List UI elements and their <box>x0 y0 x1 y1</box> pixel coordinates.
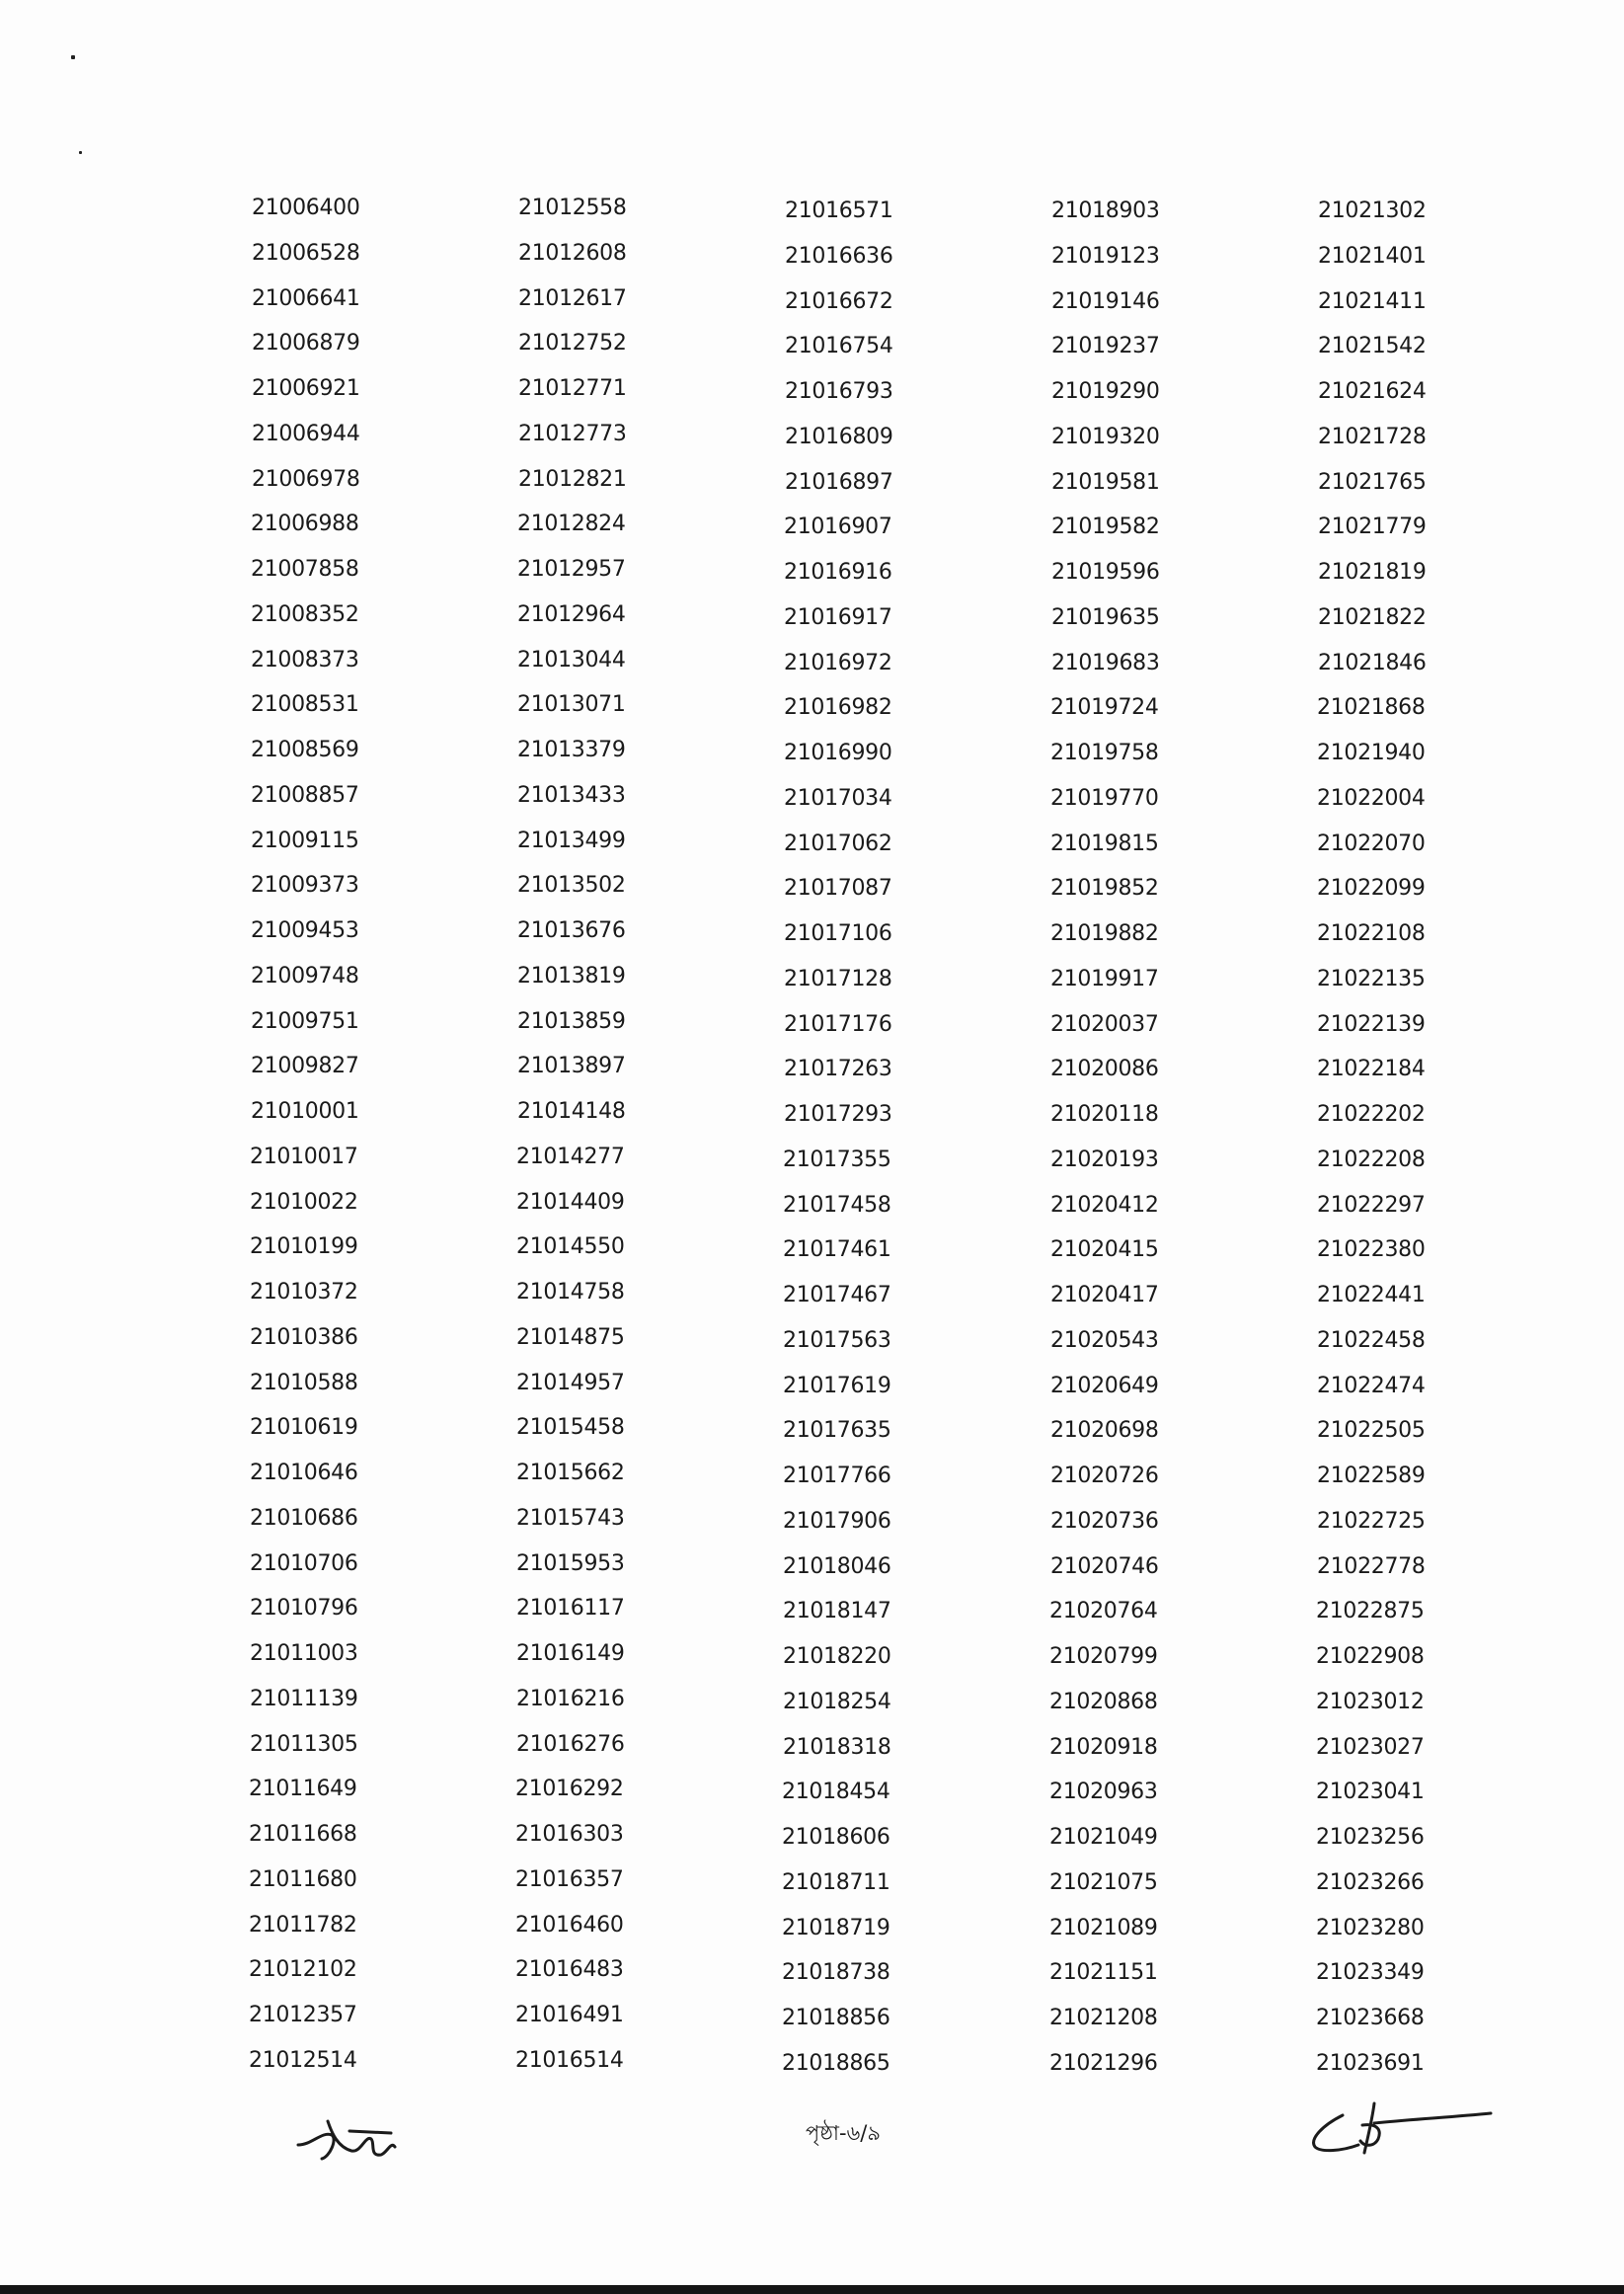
roll-number-cell: 21016216 <box>516 1687 625 1711</box>
roll-number-cell: 21006400 <box>252 196 360 220</box>
roll-number-cell: 21010796 <box>250 1596 358 1621</box>
roll-number-cell: 21016303 <box>515 1822 624 1847</box>
roll-number-cell: 21018903 <box>1051 198 1160 223</box>
roll-number-cell: 21016483 <box>515 1957 624 1982</box>
roll-number-cell: 21023041 <box>1316 1780 1425 1804</box>
roll-number-cell: 21018220 <box>783 1644 891 1669</box>
roll-number-cell: 21009748 <box>251 964 359 989</box>
roll-number-cell: 21014758 <box>516 1280 625 1305</box>
table-row <box>0 1323 1624 1369</box>
roll-number-cell: 21022875 <box>1316 1599 1425 1623</box>
roll-number-cell: 21022202 <box>1317 1102 1426 1127</box>
roll-number-cell: 21016793 <box>785 379 893 404</box>
roll-number-cell: 21012752 <box>518 331 627 356</box>
roll-number-cell: 21021296 <box>1049 2051 1158 2076</box>
roll-number-cell: 21006641 <box>252 286 360 311</box>
roll-number-cell: 21020649 <box>1050 1374 1159 1398</box>
roll-number-cell: 21006528 <box>252 241 360 266</box>
table-row <box>0 1278 1624 1323</box>
roll-number-cell: 21022135 <box>1317 967 1426 991</box>
roll-number-cell: 21020412 <box>1050 1193 1159 1218</box>
roll-number-cell: 21018865 <box>782 2051 890 2076</box>
roll-number-cell: 21016972 <box>784 651 892 675</box>
roll-number-cell: 21020417 <box>1050 1283 1159 1307</box>
table-row <box>0 1639 1624 1685</box>
roll-number-cell: 21020963 <box>1049 1780 1158 1804</box>
roll-number-cell: 21019123 <box>1051 244 1160 269</box>
roll-number-cell: 21014409 <box>516 1190 625 1215</box>
roll-number-cell: 21007858 <box>251 557 359 582</box>
roll-number-cell: 21011305 <box>250 1732 358 1757</box>
table-row <box>0 1143 1624 1188</box>
roll-number-cell: 21020746 <box>1050 1554 1159 1579</box>
table-row <box>0 827 1624 872</box>
roll-number-cell: 21006921 <box>252 376 360 401</box>
roll-number-cell: 21010706 <box>250 1551 358 1576</box>
roll-number-cell: 21008352 <box>251 602 359 627</box>
roll-number-cell: 21017062 <box>784 831 892 856</box>
roll-number-cell: 21012617 <box>518 286 627 311</box>
roll-number-cell: 21022458 <box>1317 1328 1426 1353</box>
table-row <box>0 1955 1624 2001</box>
roll-number-cell: 21013071 <box>517 692 626 717</box>
table-row <box>0 1413 1624 1459</box>
roll-number-cell: 21021542 <box>1318 334 1427 358</box>
roll-number-cell: 21023266 <box>1316 1870 1425 1895</box>
roll-number-cell: 21008569 <box>251 738 359 762</box>
roll-number-cell: 21021819 <box>1318 560 1427 585</box>
roll-number-cell: 21016990 <box>784 741 892 765</box>
roll-number-cell: 21014957 <box>516 1371 625 1395</box>
roll-number-cell: 21014277 <box>516 1145 625 1169</box>
roll-number-cell: 21016276 <box>516 1732 625 1757</box>
roll-number-cell: 21023349 <box>1316 1960 1425 1985</box>
roll-number-cell: 21016292 <box>515 1777 624 1801</box>
table-row <box>0 1865 1624 1911</box>
roll-number-cell: 21023012 <box>1316 1690 1425 1714</box>
roll-number-cell: 21012357 <box>249 2003 357 2027</box>
roll-number-cell: 21017467 <box>783 1283 891 1307</box>
roll-number-cell: 21006879 <box>252 331 360 356</box>
page-footer <box>0 2094 1624 2202</box>
roll-number-cell: 21017263 <box>784 1057 892 1081</box>
right-signature <box>1303 2096 1501 2165</box>
table-row <box>0 646 1624 691</box>
table-row <box>0 2046 1624 2092</box>
roll-number-cell: 21016149 <box>516 1641 625 1666</box>
roll-number-cell: 21014875 <box>516 1325 625 1350</box>
roll-number-cell: 21022474 <box>1317 1374 1426 1398</box>
roll-number-cell: 21021208 <box>1049 2006 1158 2030</box>
roll-number-cell: 21013502 <box>517 873 626 898</box>
roll-number-cell: 21009751 <box>251 1009 359 1034</box>
roll-number-cell: 21022297 <box>1317 1193 1426 1218</box>
roll-number-cell: 21020918 <box>1049 1735 1158 1760</box>
table-row <box>0 1459 1624 1504</box>
roll-number-cell: 21018046 <box>783 1554 891 1579</box>
table-row <box>0 962 1624 1007</box>
roll-number-cell: 21016917 <box>784 605 892 630</box>
roll-number-cell: 21018719 <box>782 1916 890 1940</box>
roll-number-cell: 21015458 <box>516 1415 625 1440</box>
roll-number-cell: 21012514 <box>249 2048 357 2073</box>
roll-number-cell: 21019758 <box>1050 741 1159 765</box>
roll-number-cell: 21019882 <box>1050 921 1159 946</box>
roll-number-cell: 21009373 <box>251 873 359 898</box>
roll-number-cell: 21023668 <box>1316 2006 1425 2030</box>
table-row <box>0 600 1624 646</box>
roll-number-cell: 21020415 <box>1050 1237 1159 1262</box>
roll-number-cell: 21021624 <box>1318 379 1427 404</box>
roll-number-cell: 21008531 <box>251 692 359 717</box>
roll-number-cell: 21020726 <box>1050 1463 1159 1488</box>
roll-number-cell: 21012608 <box>518 241 627 266</box>
roll-number-cell: 21010022 <box>250 1190 358 1215</box>
roll-number-cell: 21021075 <box>1049 1870 1158 1895</box>
roll-number-cell: 21022908 <box>1316 1644 1425 1669</box>
roll-number-cell: 21016117 <box>516 1596 625 1621</box>
roll-number-cell: 21010001 <box>251 1099 359 1124</box>
roll-number-cell: 21019635 <box>1051 605 1160 630</box>
roll-number-cell: 21019237 <box>1051 334 1160 358</box>
roll-number-cell: 21019290 <box>1051 379 1160 404</box>
roll-number-cell: 21015662 <box>516 1461 625 1485</box>
roll-number-cell: 21012964 <box>517 602 626 627</box>
roll-number-cell: 21018606 <box>782 1825 890 1850</box>
roll-number-cell: 21021728 <box>1318 425 1427 449</box>
roll-number-cell: 21022778 <box>1317 1554 1426 1579</box>
roll-number-cell: 21016809 <box>785 425 893 449</box>
roll-number-cell: 21022441 <box>1317 1283 1426 1307</box>
roll-number-cell: 21016491 <box>515 2003 624 2027</box>
roll-number-cell: 21017766 <box>783 1463 891 1488</box>
roll-number-cell: 21022184 <box>1317 1057 1426 1081</box>
roll-number-cell: 21020118 <box>1050 1102 1159 1127</box>
roll-number-cell: 21017461 <box>783 1237 891 1262</box>
table-row <box>0 1730 1624 1776</box>
roll-number-cell: 21016897 <box>785 470 893 495</box>
roll-number-cell: 21022070 <box>1317 831 1426 856</box>
table-row <box>0 1188 1624 1233</box>
roll-number-cell: 21018318 <box>783 1735 891 1760</box>
table-row <box>0 194 1624 239</box>
table-row <box>0 1504 1624 1549</box>
roll-number-cell: 21020543 <box>1050 1328 1159 1353</box>
roll-number-cell: 21023027 <box>1316 1735 1425 1760</box>
roll-number-cell: 21010619 <box>250 1415 358 1440</box>
roll-number-cell: 21012102 <box>249 1957 357 1982</box>
roll-number-cell: 21022589 <box>1317 1463 1426 1488</box>
table-row <box>0 555 1624 600</box>
roll-number-cell: 21021401 <box>1318 244 1427 269</box>
roll-number-cell: 21014550 <box>516 1234 625 1259</box>
roll-number-cell: 21016357 <box>515 1867 624 1892</box>
roll-number-cell: 21020799 <box>1049 1644 1158 1669</box>
roll-number-cell: 21010686 <box>250 1506 358 1531</box>
roll-number-cell: 21020037 <box>1050 1012 1159 1037</box>
roll-number-cell: 21019582 <box>1051 514 1160 539</box>
table-row <box>0 781 1624 827</box>
roll-number-cell: 21020193 <box>1050 1147 1159 1172</box>
roll-number-cell: 21017176 <box>784 1012 892 1037</box>
roll-number-cell: 21015743 <box>516 1506 625 1531</box>
roll-number-cell: 21022505 <box>1317 1418 1426 1443</box>
roll-number-cell: 21006944 <box>252 422 360 446</box>
roll-number-cell: 21017563 <box>783 1328 891 1353</box>
roll-number-cell: 21019770 <box>1050 786 1159 811</box>
roll-number-cell: 21022380 <box>1317 1237 1426 1262</box>
table-row <box>0 1911 1624 1956</box>
roll-number-cell: 21011668 <box>249 1822 357 1847</box>
roll-number-cell: 21023280 <box>1316 1916 1425 1940</box>
roll-number-cell: 21010017 <box>250 1145 358 1169</box>
scan-speck <box>79 151 82 154</box>
roll-number-cell: 21016982 <box>784 695 892 720</box>
roll-number-cell: 21011782 <box>249 1913 357 1938</box>
roll-number-cell: 21013897 <box>517 1054 626 1078</box>
roll-number-cell: 21009453 <box>251 918 359 943</box>
roll-number-cell: 21012821 <box>518 467 627 492</box>
roll-number-cell: 21010386 <box>250 1325 358 1350</box>
roll-number-cell: 21022139 <box>1317 1012 1426 1037</box>
roll-number-cell: 21010588 <box>250 1371 358 1395</box>
roll-number-cell: 21013433 <box>517 783 626 808</box>
roll-number-cell: 21011139 <box>250 1687 358 1711</box>
roll-number-cell: 21019683 <box>1051 651 1160 675</box>
roll-number-cell: 21016672 <box>785 289 893 314</box>
roll-number-cell: 21017034 <box>784 786 892 811</box>
roll-number-cell: 21009115 <box>251 829 359 853</box>
roll-number-cell: 21021940 <box>1317 741 1426 765</box>
table-row <box>0 1052 1624 1097</box>
table-row <box>0 420 1624 465</box>
table-row <box>0 1685 1624 1730</box>
table-row <box>0 1232 1624 1278</box>
roll-number-cell: 21021846 <box>1318 651 1427 675</box>
roll-number-cell: 21021765 <box>1318 470 1427 495</box>
table-row <box>0 1775 1624 1820</box>
roll-number-cell: 21022725 <box>1317 1509 1426 1534</box>
roll-number-cell: 21016636 <box>785 244 893 269</box>
roll-number-cell: 21016916 <box>784 560 892 585</box>
roll-number-cell: 21011680 <box>249 1867 357 1892</box>
roll-number-cell: 21019852 <box>1050 876 1159 901</box>
table-row <box>0 374 1624 420</box>
roll-number-cell: 21022208 <box>1317 1147 1426 1172</box>
roll-number-cell: 21019917 <box>1050 967 1159 991</box>
roll-number-cell: 21008373 <box>251 648 359 672</box>
roll-number-cell: 21017355 <box>783 1147 891 1172</box>
roll-number-cell: 21013044 <box>517 648 626 672</box>
roll-number-cell: 21011003 <box>250 1641 358 1666</box>
roll-number-cell: 21017458 <box>783 1193 891 1218</box>
roll-number-cell: 21020698 <box>1050 1418 1159 1443</box>
roll-number-cell: 21013676 <box>517 918 626 943</box>
roll-number-cell: 21015953 <box>516 1551 625 1576</box>
scan-speck <box>71 55 75 59</box>
roll-number-cell: 21021151 <box>1049 1960 1158 1985</box>
page-number: পৃষ্ঠা-৬/৯ <box>806 2121 881 2145</box>
roll-number-cell: 21013859 <box>517 1009 626 1034</box>
roll-number-cell: 21017106 <box>784 921 892 946</box>
roll-number-cell: 21006978 <box>252 467 360 492</box>
roll-number-cell: 21021779 <box>1318 514 1427 539</box>
scan-edge <box>0 2285 1624 2294</box>
roll-number-cell: 21019581 <box>1051 470 1160 495</box>
table-row <box>0 871 1624 916</box>
roll-number-cell: 21013499 <box>517 829 626 853</box>
roll-number-cell: 21012824 <box>517 512 626 536</box>
roll-number-cell: 21017619 <box>783 1374 891 1398</box>
roll-number-cell: 21014148 <box>517 1099 626 1124</box>
roll-number-cell: 21020086 <box>1050 1057 1159 1081</box>
roll-number-cell: 21018711 <box>782 1870 890 1895</box>
roll-number-cell: 21018738 <box>782 1960 890 1985</box>
roll-number-cell: 21019815 <box>1050 831 1159 856</box>
roll-number-cell: 21016460 <box>515 1913 624 1938</box>
roll-number-cell: 21008857 <box>251 783 359 808</box>
roll-number-cell: 21021411 <box>1318 289 1427 314</box>
roll-number-cell: 21022099 <box>1317 876 1426 901</box>
roll-number-cell: 21016907 <box>784 514 892 539</box>
roll-number-cell: 21023691 <box>1316 2051 1425 2076</box>
roll-number-cell: 21010372 <box>250 1280 358 1305</box>
table-row <box>0 1007 1624 1053</box>
table-row <box>0 239 1624 284</box>
roll-number-cell: 21013819 <box>517 964 626 989</box>
table-row <box>0 284 1624 330</box>
table-row <box>0 465 1624 511</box>
roll-number-cell: 21016571 <box>785 198 893 223</box>
table-row <box>0 329 1624 374</box>
roll-number-cell: 21020736 <box>1050 1509 1159 1534</box>
left-signature <box>292 2111 403 2171</box>
table-row <box>0 1369 1624 1414</box>
roll-number-cell: 21019724 <box>1050 695 1159 720</box>
roll-number-cell: 21021868 <box>1317 695 1426 720</box>
roll-number-cell: 21019146 <box>1051 289 1160 314</box>
roll-number-cell: 21009827 <box>251 1054 359 1078</box>
roll-number-cell: 21006988 <box>251 512 359 536</box>
roll-number-cell: 21016514 <box>515 2048 624 2073</box>
roll-number-cell: 21012773 <box>518 422 627 446</box>
table-row <box>0 1594 1624 1639</box>
roll-number-cell: 21011649 <box>249 1777 357 1801</box>
roll-number-cell: 21019320 <box>1051 425 1160 449</box>
roll-number-cell: 21022004 <box>1317 786 1426 811</box>
table-row <box>0 690 1624 736</box>
roll-number-cell: 21018856 <box>782 2006 890 2030</box>
roll-number-cell: 21012771 <box>518 376 627 401</box>
table-row <box>0 1549 1624 1595</box>
roll-number-cell: 21013379 <box>517 738 626 762</box>
table-row <box>0 916 1624 962</box>
roll-number-cell: 21017087 <box>784 876 892 901</box>
roll-number-cell: 21021049 <box>1049 1825 1158 1850</box>
roll-number-cell: 21017635 <box>783 1418 891 1443</box>
roll-number-cell: 21023256 <box>1316 1825 1425 1850</box>
table-row <box>0 1097 1624 1143</box>
roll-number-cell: 21016754 <box>785 334 893 358</box>
roll-number-cell: 21010199 <box>250 1234 358 1259</box>
roll-number-cell: 21019596 <box>1051 560 1160 585</box>
roll-number-cell: 21021089 <box>1049 1916 1158 1940</box>
roll-number-cell: 21017293 <box>784 1102 892 1127</box>
table-row <box>0 1820 1624 1865</box>
roll-number-cell: 21018254 <box>783 1690 891 1714</box>
table-row <box>0 2001 1624 2046</box>
roll-number-cell: 21017128 <box>784 967 892 991</box>
roll-number-cell: 21018454 <box>782 1780 890 1804</box>
roll-number-cell: 21012957 <box>517 557 626 582</box>
roll-number-cell: 21022108 <box>1317 921 1426 946</box>
roll-number-cell: 21020764 <box>1049 1599 1158 1623</box>
roll-number-cell: 21021822 <box>1318 605 1427 630</box>
roll-number-cell: 21012558 <box>518 196 627 220</box>
roll-number-cell: 21018147 <box>783 1599 891 1623</box>
roll-number-cell: 21021302 <box>1318 198 1427 223</box>
table-row <box>0 510 1624 555</box>
roll-number-cell: 21020868 <box>1049 1690 1158 1714</box>
roll-number-cell: 21017906 <box>783 1509 891 1534</box>
roll-number-cell: 21010646 <box>250 1461 358 1485</box>
table-row <box>0 736 1624 781</box>
